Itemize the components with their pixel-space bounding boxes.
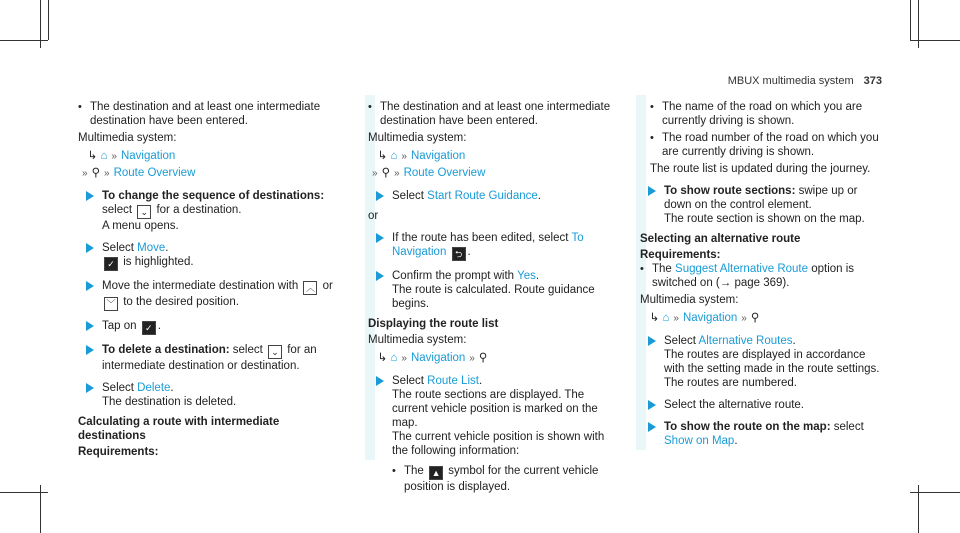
step-arrow-icon — [86, 281, 94, 291]
step-arrow-icon — [86, 243, 94, 253]
step-arrow-icon — [86, 321, 94, 331]
step: If the route has been edited, select To Navigation ⮌ . — [368, 231, 623, 261]
step: Select Route List. The route sections are displayed. The current vehicle position is marked on the map. The current vehicle position is shown with the following information: — [368, 374, 623, 458]
crop-mark — [910, 492, 960, 493]
home-icon: ⌂ — [390, 352, 398, 364]
move-option[interactable]: Move — [137, 242, 166, 254]
back-arrow-icon: ⮌ — [452, 247, 466, 261]
navigation-link[interactable]: Navigation — [682, 312, 738, 324]
return-arrow-icon: ↳ — [377, 150, 388, 162]
column-3 — [640, 100, 885, 454]
home-icon: ⌂ — [390, 150, 398, 162]
section-heading: Displaying the route list — [368, 318, 499, 330]
down-arrow-icon: ﹀ — [104, 297, 118, 311]
check-icon: ✓ — [142, 321, 156, 335]
step-arrow-icon — [648, 336, 656, 346]
chevron-icon: » — [104, 168, 110, 179]
chevron-icon: » — [401, 151, 407, 162]
system-label: Multimedia system: — [640, 294, 739, 306]
step-text: to the desired position. — [123, 296, 239, 308]
step: Select Start Route Guidance. — [368, 189, 623, 203]
step — [78, 189, 348, 233]
section-heading: Calculating a route with intermediate destinations — [78, 416, 280, 442]
return-arrow-icon: ↳ — [87, 150, 98, 162]
check-icon: ✓ — [104, 257, 118, 271]
or-label: or — [368, 210, 379, 222]
step: To show the route on the map: select Show on Map. — [640, 420, 885, 448]
crop-mark — [0, 40, 48, 41]
vehicle-position-icon: ▲ — [429, 466, 443, 480]
requirement-bullet — [640, 262, 885, 290]
route-icon: ⚲ — [478, 352, 488, 364]
start-route-guidance-option[interactable]: Start Route Guidance — [427, 190, 538, 202]
bullet-text: The — [404, 465, 424, 477]
chevron-icon: » — [401, 353, 407, 364]
requirements-label: Requirements: — [78, 446, 159, 458]
route-overview-link[interactable]: Route Overview — [403, 167, 486, 179]
home-icon: ⌂ — [662, 312, 670, 324]
step-arrow-icon — [86, 345, 94, 355]
step-arrow-icon — [648, 186, 656, 196]
step: Confirm the prompt with Yes. The route is calculated. Route guidance begins. — [368, 269, 623, 311]
suggest-alternative-route-option[interactable]: Suggest Alternative Route — [675, 263, 809, 275]
step-text: The route sections are displayed. The current vehicle position is marked on the map. — [392, 389, 598, 429]
step-title: To change the sequence of destinations: — [102, 190, 325, 202]
crop-mark — [0, 492, 48, 493]
system-label: Multimedia system: — [368, 132, 467, 144]
step — [78, 343, 348, 373]
step-text: select — [833, 421, 864, 433]
system-label: Multimedia system: — [78, 132, 177, 144]
step-arrow-icon — [376, 376, 384, 386]
step-arrow-icon — [376, 233, 384, 243]
menu-circle-icon: ⌄ — [137, 205, 151, 219]
header-title: MBUX multimedia system — [727, 75, 854, 87]
info-bullet — [392, 464, 623, 494]
step-text: Confirm the prompt with — [392, 270, 515, 282]
step-arrow-icon — [86, 191, 94, 201]
step-text: Select — [664, 335, 696, 347]
return-arrow-icon: ↳ — [377, 352, 388, 364]
requirement-bullet: • The destination and at least one intermediate destination have been entered. — [78, 100, 348, 128]
column-1 — [78, 100, 348, 459]
alternative-routes-option[interactable]: Alternative Routes — [698, 335, 793, 347]
step-text: Select — [102, 242, 134, 254]
step-text: The destination is deleted. — [102, 396, 237, 408]
step-text: swipe up or down on the control element. — [664, 185, 858, 211]
step — [640, 184, 885, 226]
menu-circle-icon: ⌄ — [268, 345, 282, 359]
step-text: A menu opens. — [102, 220, 179, 232]
info-bullet: • The name of the road on which you are currently driving is shown. — [650, 100, 885, 128]
menu-path — [78, 166, 348, 181]
crop-mark — [48, 0, 49, 40]
step-text: If the route has been edited, select — [392, 232, 569, 244]
paragraph: The route list is updated during the journey. — [650, 163, 871, 175]
route-list-option[interactable]: Route List — [427, 375, 479, 387]
crop-mark — [910, 0, 911, 40]
home-icon: ⌂ — [100, 150, 108, 162]
page-header — [728, 74, 882, 88]
step-text: or — [322, 280, 333, 292]
route-icon: ⚲ — [381, 167, 390, 179]
navigation-link[interactable]: Navigation — [410, 352, 466, 364]
delete-option[interactable]: Delete — [137, 382, 171, 394]
menu-path — [368, 149, 623, 164]
bullet-text: The — [652, 263, 672, 275]
step-text: The routes are numbered. — [664, 377, 797, 389]
page-number: 373 — [863, 75, 882, 87]
up-arrow-icon: ︿ — [303, 281, 317, 295]
step-arrow-icon — [376, 271, 384, 281]
step-title: To show the route on the map: — [664, 421, 831, 433]
step-text: for an intermediate destination or destination. — [102, 344, 317, 372]
step-text: Tap on — [102, 320, 137, 332]
step-arrow-icon — [648, 422, 656, 432]
step — [78, 279, 348, 311]
chevron-icon: » — [111, 151, 117, 162]
chevron-icon: » — [673, 313, 679, 324]
chevron-icon: » — [394, 168, 400, 179]
column-2 — [368, 100, 623, 497]
to-navigation-option[interactable]: To Navigation — [392, 232, 584, 258]
show-on-map-option[interactable]: Show on Map — [664, 435, 735, 447]
menu-path — [78, 149, 348, 164]
menu-path — [368, 166, 623, 181]
step-text: Select the alternative route. — [664, 399, 804, 411]
step: Select Delete. The destination is deleted. — [78, 381, 348, 409]
step-text: select — [232, 344, 263, 356]
step-title: To delete a destination: — [102, 344, 230, 356]
step-text: is highlighted. — [123, 256, 194, 268]
step: Tap on ✓ . — [78, 319, 348, 335]
system-label: Multimedia system: — [368, 334, 467, 346]
step — [640, 398, 885, 412]
bullet-text: symbol for the current vehicle position is displayed. — [404, 465, 599, 493]
step-text: Move the intermediate destination with — [102, 280, 299, 292]
step: Select Move. ✓ is highlighted. — [78, 241, 348, 271]
step-title: To show route sections: — [664, 185, 796, 197]
requirement-bullet: • The destination and at least one intermediate destination have been entered. — [368, 100, 623, 128]
route-icon: ⚲ — [750, 312, 760, 324]
return-arrow-icon: ↳ — [649, 312, 660, 324]
step-text: Select — [392, 375, 424, 387]
step-text: for a destination. — [156, 204, 242, 216]
menu-path — [368, 351, 623, 366]
step-arrow-icon — [376, 191, 384, 201]
step: Select Alternative Routes. The routes are displayed in accordance with the setting made in the route settings. The routes are numbered. — [640, 334, 885, 390]
step-text: The route is calculated. Route guidance begins. — [392, 284, 595, 310]
yes-option[interactable]: Yes — [517, 270, 536, 282]
chevron-icon: » — [741, 313, 747, 324]
step-arrow-icon — [648, 400, 656, 410]
step-text: Select — [102, 382, 134, 394]
step-text: The route section is shown on the map. — [664, 213, 865, 225]
bullet-text: option is switched on (→ page 369). — [652, 263, 855, 289]
requirements-label: Requirements: — [640, 249, 721, 261]
chevron-icon: » — [372, 168, 378, 179]
navigation-link[interactable]: Navigation — [120, 150, 176, 162]
navigation-link[interactable]: Navigation — [410, 150, 466, 162]
step-text: The current vehicle position is shown with the following information: — [392, 431, 605, 457]
crop-mark — [910, 40, 960, 41]
info-bullet: • The road number of the road on which you are currently driving is shown. — [650, 131, 885, 159]
step-text: The routes are displayed in accordance with the setting made in the route settings. — [664, 349, 880, 375]
step-arrow-icon — [86, 383, 94, 393]
route-overview-link[interactable]: Route Overview — [113, 167, 196, 179]
step-text: select — [102, 204, 133, 216]
menu-path — [640, 311, 885, 326]
step-text: Select — [392, 190, 424, 202]
route-icon: ⚲ — [91, 167, 100, 179]
section-heading: Selecting an alternative route — [640, 233, 801, 245]
chevron-icon: » — [469, 353, 475, 364]
chevron-icon: » — [82, 168, 88, 179]
